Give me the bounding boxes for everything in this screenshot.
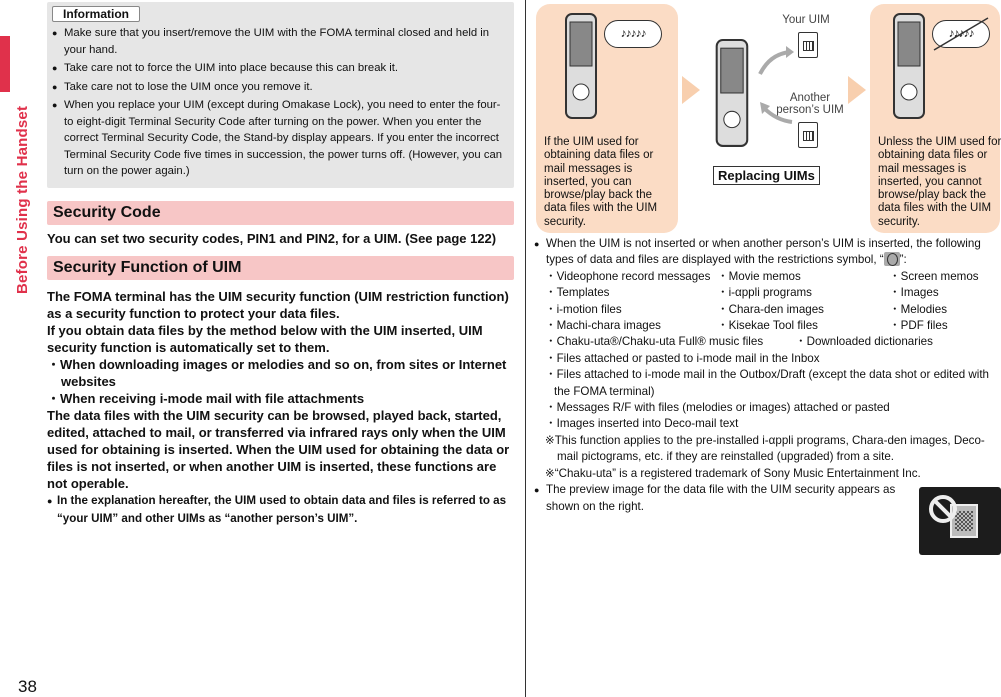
list-item: ・PDF files <box>889 319 948 333</box>
list-item: ・Files attached or pasted to i-mode mail in the Inbox <box>545 351 820 365</box>
terminology-note: ● In the explanation hereafter, the UIM used to obtain data and files is referred to as “your UIM” and other UIMs as “another person’s UIM”. <box>47 492 514 528</box>
diagram-left-caption: If the UIM used for obtaining data files or mail messages is inserted, you can browse/play back the data files with the UIM security. <box>544 136 658 228</box>
swap-arrows-icon <box>756 42 796 132</box>
another-uim-label: Another person’s UIM <box>776 92 844 116</box>
restricted-types-grid <box>545 269 1001 335</box>
security-function-para3: The data files with the UIM security can be browsed, played back, started, edited, attached to mail, or transferred via infrared rays only when the UIM used for obtaining is inserted. When the UIM used for obtaining the data or files is not inserted, or when another UIM is inserted, these functions are not operable. <box>47 407 510 491</box>
phone-icon <box>564 12 602 122</box>
security-code-body <box>47 230 514 247</box>
list-item: ・Melodies <box>889 302 947 316</box>
footnote: ※This function applies to the pre-installed i-αppli programs, Chara-den images, Deco-mail pictograms, etc. if they are reinstalled (upgraded) from a site. <box>545 433 985 464</box>
list-item: ・Images inserted into Deco-mail text <box>545 417 739 431</box>
diagram-right-caption: Unless the UIM used for obtaining data files or mail messages is inserted, you cannot browse/play back the data files with the UIM security. <box>878 136 1001 228</box>
info-item: ● Take care not to lose the UIM once you remove it. <box>52 79 510 96</box>
list-item: ・Movie memos <box>717 269 801 283</box>
security-function-body <box>47 288 514 528</box>
phone-icon <box>892 12 930 122</box>
restricted-types-row <box>545 334 1001 350</box>
info-item: ● Make sure that you insert/remove the UIM with the FOMA terminal closed and held in your hand. <box>52 25 510 58</box>
list-item: ・Machi-chara images <box>545 319 661 333</box>
information-label: Information <box>52 6 140 22</box>
music-notes-bubble-crossed: ♪♪♪♪♪ <box>932 20 990 48</box>
list-item: ・Videophone record messages <box>545 269 711 283</box>
security-function-heading: Security Function of UIM <box>47 256 514 280</box>
list-item: ・Images <box>889 286 939 300</box>
uim-security-preview-icon <box>919 487 1001 555</box>
list-item: ・Downloaded dictionaries <box>795 335 933 349</box>
security-function-para2: If you obtain data files by the method below with the UIM inserted, UIM security function is automatically set to them. <box>47 322 483 355</box>
restrictions-intro-after: ”: <box>899 253 907 267</box>
your-uim-label: Your UIM <box>782 14 830 26</box>
information-box <box>47 2 514 188</box>
column-divider <box>525 0 526 697</box>
footnote: ※“Chaku-uta” is a registered trademark of Sony Music Entertainment Inc. <box>545 466 921 480</box>
arrow-right-icon <box>682 76 700 104</box>
diagram-panel-your-uim <box>536 4 678 233</box>
left-column <box>47 2 514 528</box>
cross-out-icon <box>930 14 992 54</box>
list-item: ・Messages R/F with files (melodies or images) attached or pasted <box>545 401 890 415</box>
list-item: ・i-αppli programs <box>717 286 812 300</box>
restrictions-intro-before: When the UIM is not inserted or when another person’s UIM is inserted, the following types of data and files are displayed with the restrictions symbol, “ <box>546 237 981 267</box>
list-item: ・Files attached to i-mode mail in the Outbox/Draft (except the data shot or edited with the FOMA terminal) <box>545 368 990 398</box>
info-item: ● Take care not to force the UIM into place because this can break it. <box>52 60 510 77</box>
replacing-uims-label: Replacing UIMs <box>713 166 820 185</box>
list-item: ・Kisekae Tool files <box>717 319 818 333</box>
security-function-para1: The FOMA terminal has the UIM security function (UIM restriction function) as a security function to protect your data files. <box>47 288 509 321</box>
restrictions-section <box>534 236 1001 515</box>
list-item: ・Screen memos <box>889 269 979 283</box>
preview-note: ● The preview image for the data file with the UIM security appears as shown on the right. <box>534 482 904 515</box>
list-item: ・Chara-den images <box>717 302 824 316</box>
side-tab <box>0 36 34 294</box>
method-bullet: ・When receiving i-mode mail with file attachments <box>47 390 365 406</box>
uim-card-icon <box>798 32 818 58</box>
list-item: ・Chaku-uta®/Chaku-uta Full® music files <box>545 335 764 349</box>
security-code-heading: Security Code <box>47 201 514 225</box>
arrow-right-icon <box>848 76 866 104</box>
restrictions-intro <box>534 236 1001 269</box>
list-item: ・i-motion files <box>545 302 622 316</box>
side-tab-marker <box>0 36 10 92</box>
phone-icon <box>714 38 754 150</box>
info-item: ● When you replace your UIM (except during Omakase Lock), you need to enter the four- to eight-digit Terminal Security Code after turning on the power. When you enter the correct Terminal Security Code, the Stand-by display appears. If you enter the incorrect Terminal Security Code five times in succession, the power turns off. (However, you can turn on the power again.) <box>52 97 510 180</box>
uim-card-icon <box>798 122 818 148</box>
side-tab-title: Before Using the Handset <box>14 105 31 294</box>
music-notes-bubble: ♪♪♪♪♪ <box>604 20 662 48</box>
restriction-symbol-icon <box>884 252 900 266</box>
security-code-text: You can set two security codes, PIN1 and PIN2, for a UIM. (See page 122) <box>47 230 497 246</box>
restricted-types-more <box>545 351 1001 433</box>
page-number: 38 <box>18 677 37 696</box>
method-bullet: ・When downloading images or melodies and so on, from sites or Internet websites <box>47 356 507 389</box>
list-item: ・Templates <box>545 286 610 300</box>
diagram-panel-another-uim <box>870 4 1000 233</box>
